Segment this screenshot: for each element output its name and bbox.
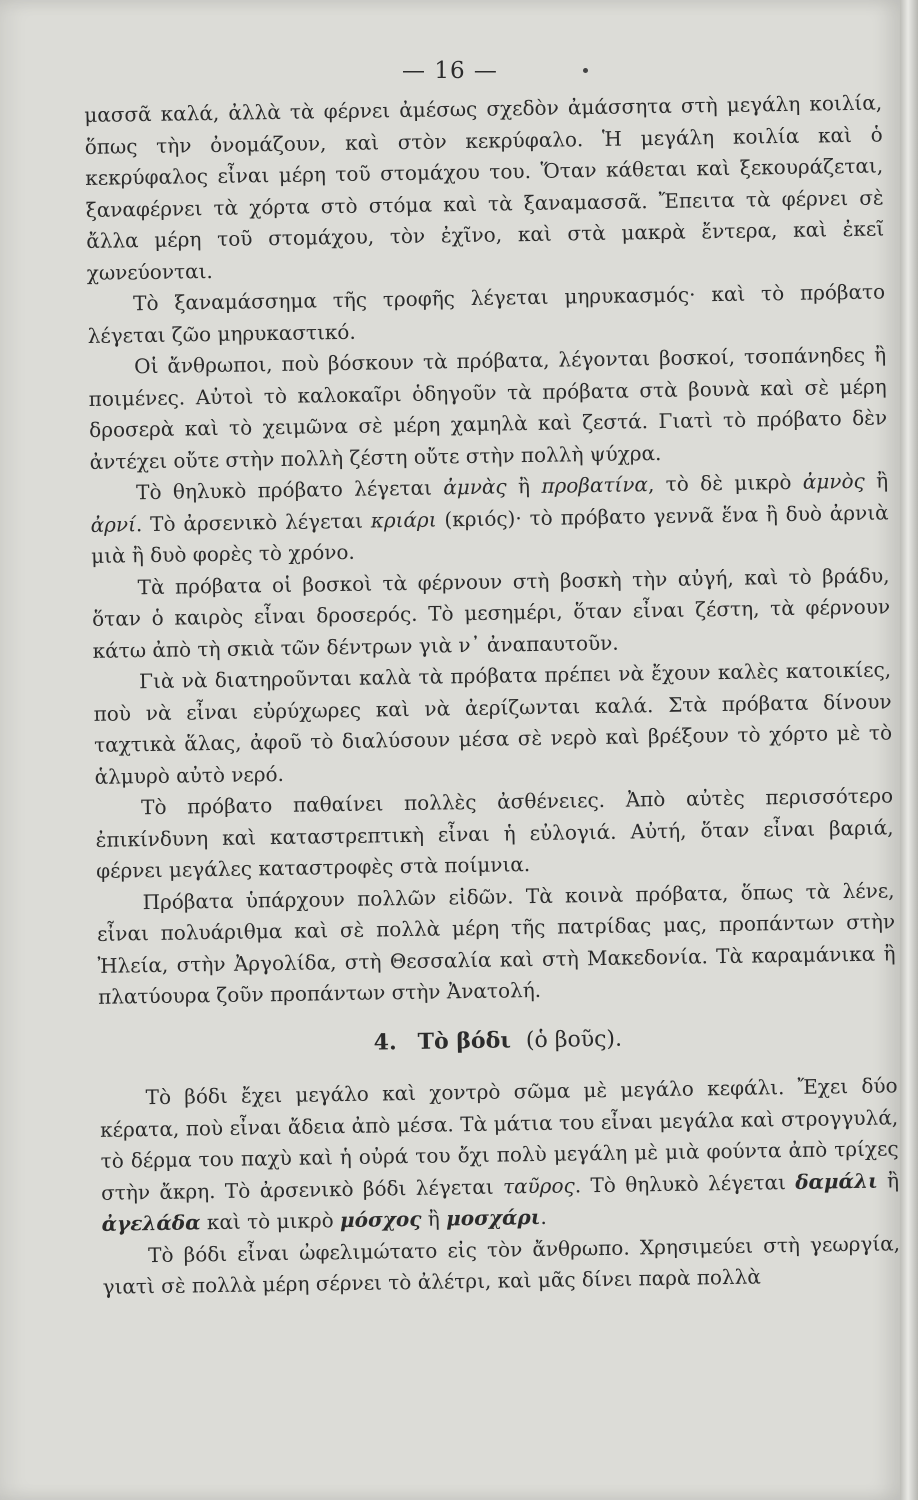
paragraph: Γιὰ νὰ διατηροῦνται καλὰ τὰ πρόβατα πρέπει νὰ ἔχουν καλὲς κατοικίες, ποὺ νὰ εἶναι εὐρύχωρες καὶ νὰ ἀερίζωνται καλά. Στὰ πρόβατα δίνουν ταχτικὰ ἅλας, ἀφοῦ τὸ διαλύσουν μέσα σὲ νερὸ καὶ βρέξουν τὸ χόρτο μὲ τὸ ἁλμυρὸ αὐτὸ νερό.: [93, 657, 893, 789]
paragraphs-before-heading: [84, 87, 896, 1013]
paragraph: Τὸ βόδι εἶναι ὠφελιμώτατο εἰς τὸν ἄνθρωπο. Χρησιμεύει στὴ γεωργία, γιατὶ σὲ πολλὰ μέρη σέρνει τὸ ἀλέτρι, καὶ μᾶς δίνει παρὰ πολλὰ: [102, 1230, 901, 1299]
paragraph: Τὸ θηλυκὸ πρόβατο λέγεται ἀμνὰς ἢ προβατίνα, τὸ δὲ μικρὸ ἀμνὸς ἢ ἀρνί. Τὸ ἀρσενικὸ λέγεται κριάρι (κριός)· τὸ πρόβατο γεννᾶ ἕνα ἢ δυὸ ἀρνιὰ μιὰ ἢ δυὸ φορὲς τὸ χρόνο.: [90, 468, 889, 568]
section-number: 4.: [373, 1028, 397, 1056]
paragraph: Οἱ ἄνθρωποι, ποὺ βόσκουν τὰ πρόβατα, λέγονται βοσκοί, τσοπάνηδες ἢ ποιμένες. Αὐτοὶ τὸ καλοκαῖρι ὁδηγοῦν τὰ πρόβατα στὰ βουνὰ καὶ σὲ μέρη δροσερὰ καὶ τὸ χειμῶνα σὲ μέρη χαμηλὰ καὶ ζεστά. Γιατὶ τὸ πρόβατο δὲν ἀντέχει οὔτε στὴν πολλὴ ζέστη οὔτε στὴν πολλὴ ψύχρα.: [88, 342, 888, 474]
paragraph: μασσᾶ καλά, ἀλλὰ τὰ φέρνει ἀμέσως σχεδὸν ἀμάσσητα στὴ μεγάλη κοιλία, ὅπως τὴν ὀνομάζουν, καὶ στὸν κεκρύφαλο. Ἡ μεγάλη κοιλία καὶ ὁ κεκρύφαλος εἶναι μέρη τοῦ στομάχου του. Ὅταν κάθεται καὶ ξεκουράζεται, ξαναφέρνει τὰ χόρτα στὸ στόμα καὶ τὰ ξαναμασσᾶ. Ἔπειτα τὰ φέρνει σὲ ἄλλα μέρη τοῦ στομάχου, τὸν ἐχῖνο, καὶ στὰ μακρὰ ἔντερα, καὶ ἐκεῖ χωνεύονται.: [84, 90, 885, 285]
section-title: Τὸ βόδι: [417, 1026, 512, 1055]
page-edge: [900, 0, 918, 1500]
paragraph: Τὸ ξαναμάσσημα τῆς τροφῆς λέγεται μηρυκασμός· καὶ τὸ πρόβατο λέγεται ζῶο μηρυκαστικό.: [87, 279, 886, 348]
paragraph: Τὰ πρόβατα οἱ βοσκοὶ τὰ φέρνουν στὴ βοσκὴ τὴν αὐγή, καὶ τὸ βράδυ, ὅταν ὁ καιρὸς εἶναι δροσερός. Τὸ μεσημέρι, ὅταν εἶναι ζέστη, τὰ φέρνουν κάτω ἀπὸ τὴ σκιὰ τῶν δέντρων γιὰ ν᾿ ἀναπαυτοῦν.: [91, 562, 891, 663]
section-title-alt: (ὁ βοῦς).: [525, 1026, 623, 1053]
body-text: [84, 87, 901, 1303]
section-heading: [99, 1019, 897, 1063]
paragraph: Πρόβατα ὑπάρχουν πολλῶν εἰδῶν. Τὰ κοινὰ πρόβατα, ὅπως τὰ λένε, εἶναι πολυάριθμα καὶ σὲ πολλὰ μέρη τῆς πατρίδας μας, προπάντων στὴν Ἠλεία, στὴν Ἀργολίδα, στὴ Θεσσαλία καὶ στὴ Μακεδονία. Τὰ καραμάνικα ἢ πλατύουρα ζοῦν προπάντων στὴν Ἀνατολή.: [96, 877, 896, 1009]
paragraphs-after-heading: [99, 1070, 900, 1303]
paragraph: Τὸ πρόβατο παθαίνει πολλὲς ἀσθένειες. Ἀπὸ αὐτὲς περισσότερο ἐπικίνδυνη καὶ καταστρεπτικὴ εἶναι ἡ εὐλογιά. Αὐτή, ὅταν εἶναι βαριά, φέρνει μεγάλες καταστροφὲς στὰ ποίμνια.: [95, 783, 894, 883]
page-number: — 16 —: [402, 58, 498, 84]
paragraph: Τὸ βόδι ἔχει μεγάλο καὶ χοντρὸ σῶμα μὲ μεγάλο κεφάλι. Ἔχει δύο κέρατα, ποὺ εἶναι ἄδεια ἀπὸ μέσα. Τὰ μάτια του εἶναι μεγάλα καὶ στρογγυλά, τὸ δέρμα του παχὺ καὶ ἡ οὐρά του ὄχι πολὺ μεγάλη μὲ μιὰ φούντα ἀπὸ τρίχες στὴν ἄκρη. Τὸ ἀρσενικὸ βόδι λέγεται ταῦρος. Τὸ θηλυκὸ λέγεται δαμάλι ἢ ἀγελάδα καὶ τὸ μικρὸ μόσχος ἢ μοσχάρι.: [99, 1073, 900, 1236]
ink-dot: [583, 68, 588, 73]
